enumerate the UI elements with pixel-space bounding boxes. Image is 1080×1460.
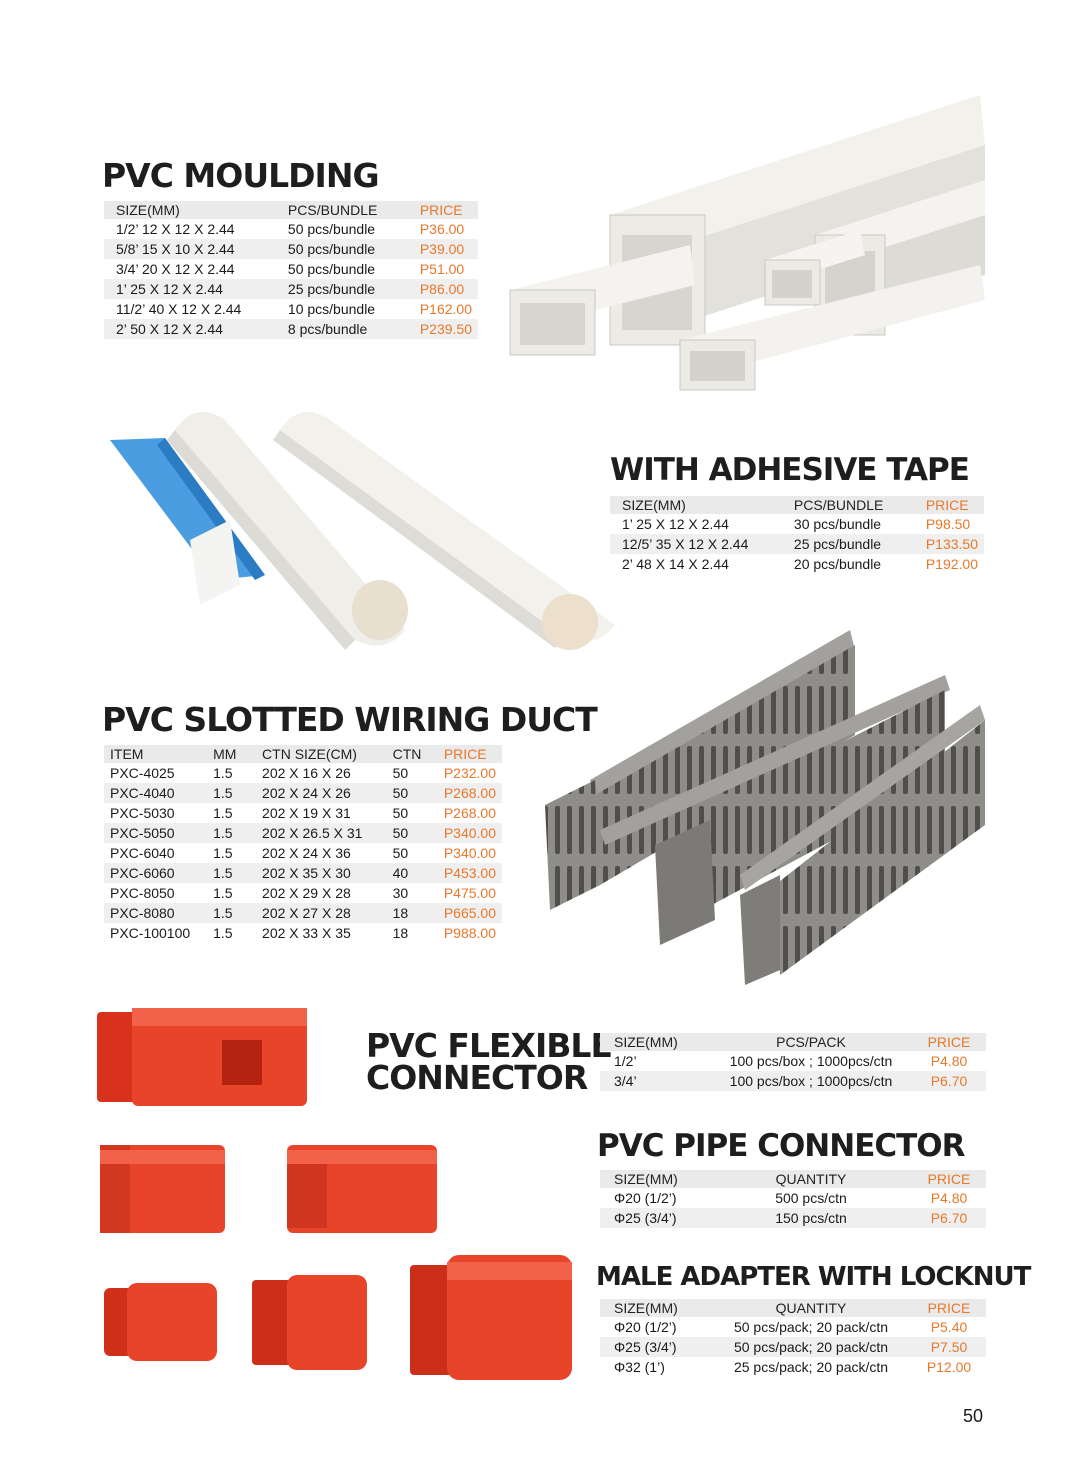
size-cell: 12/5’ 35 X 12 X 2.44 [610,534,788,554]
price-cell: P340.00 [443,845,496,861]
price-cell: P162.00 [419,301,472,317]
table-row [104,783,502,803]
item-cell: PXC-100100 [110,925,191,941]
table-row [104,843,502,863]
qty-cell: 150 pcs/ctn [710,1208,912,1228]
mm-cell: 1.5 [213,925,233,941]
price-cell: P340.00 [438,823,502,843]
table-row [600,1317,986,1337]
pcs-cell: 50 pcs/bundle [287,221,376,237]
adapter-header-size: SIZE(MM) [614,1300,678,1316]
price-cell: P453.00 [438,863,502,883]
ctn-cell: 50 [392,765,409,781]
ctn-cell: 50 [392,805,409,821]
adhesive-header-price: PRICE [925,497,969,513]
price-cell: P192.00 [925,556,978,572]
duct-header-item: ITEM [110,746,144,762]
size-cell: 11/2’ 40 X 12 X 2.44 [116,301,242,317]
item-cell: PXC-4025 [110,765,175,781]
adapter-table [600,1299,986,1377]
pvc-moulding-image [500,85,1000,395]
table-row [610,514,984,534]
ctn-size-cell: 202 X 26.5 X 31 [256,823,387,843]
adapter-header-qty: QUANTITY [775,1300,847,1316]
duct-table [104,745,502,943]
price-cell: P86.00 [414,279,478,299]
size-cell: Φ25 (3/4’) [600,1208,710,1228]
flexible-header-pcs: PCS/PACK [776,1034,846,1050]
price-cell: P5.40 [930,1319,968,1335]
adhesive-header-size: SIZE(MM) [622,497,686,513]
size-cell: Φ20 (1/2’) [614,1319,677,1335]
price-cell: P475.00 [443,885,496,901]
price-cell: P665.00 [438,903,502,923]
price-cell: P133.50 [920,534,984,554]
pcs-cell: 100 pcs/box ; 1000pcs/ctn [729,1053,893,1069]
item-cell: PXC-8080 [104,903,207,923]
moulding-header-pcs: PCS/BUNDLE [287,202,378,218]
table-row [600,1357,986,1377]
qty-cell: 500 pcs/ctn [775,1190,847,1206]
table-row [600,1188,986,1208]
ctn-size-cell: 202 X 29 X 28 [262,885,351,901]
table-row [600,1051,986,1071]
price-cell: P4.80 [930,1190,968,1206]
price-cell: P988.00 [443,925,496,941]
ctn-cell: 18 [387,903,438,923]
pcs-cell: 50 pcs/bundle [287,261,376,277]
item-cell: PXC-5030 [110,805,175,821]
size-cell: Φ25 (3/4’) [600,1337,710,1357]
price-cell: P6.70 [912,1071,986,1091]
pcs-cell: 8 pcs/bundle [282,319,414,339]
pcs-cell: 30 pcs/bundle [793,516,882,532]
price-cell: P6.70 [912,1208,986,1228]
table-row [600,1208,986,1228]
table-row [104,863,502,883]
mm-cell: 1.5 [213,765,233,781]
table-row [104,923,502,943]
adhesive-table [610,496,984,574]
table-row [104,803,502,823]
price-cell: P36.00 [419,221,465,237]
table-row [104,239,478,259]
duct-header-price: PRICE [443,746,487,762]
duct-title: PVC SLOTTED WIRING DUCT [102,700,597,739]
price-cell: P268.00 [438,783,502,803]
pcs-cell: 100 pcs/box ; 1000pcs/ctn [710,1071,912,1091]
ctn-size-cell: 202 X 24 X 36 [262,845,351,861]
table-row [104,219,478,239]
ctn-cell: 50 [392,845,409,861]
slotted-duct-image [540,620,990,990]
table-row [610,554,984,574]
size-cell: 3/4’ 20 X 12 X 2.44 [116,261,235,277]
table-row [610,534,984,554]
price-cell: P268.00 [443,805,496,821]
price-cell: P39.00 [414,239,478,259]
ctn-cell: 40 [387,863,438,883]
ctn-cell: 18 [392,925,409,941]
mm-cell: 1.5 [207,783,256,803]
price-cell: P12.00 [926,1359,972,1375]
mm-cell: 1.5 [213,885,233,901]
table-row [104,299,478,319]
mm-cell: 1.5 [213,845,233,861]
price-cell: P232.00 [443,765,496,781]
size-cell: 2’ 48 X 14 X 2.44 [622,556,729,572]
duct-header-mm: MM [213,746,237,762]
price-cell: P239.50 [414,319,478,339]
pcs-cell: 20 pcs/bundle [793,556,882,572]
mm-cell: 1.5 [207,863,256,883]
table-row [600,1071,986,1091]
table-row [104,763,502,783]
table-row [104,279,478,299]
item-cell: PXC-6040 [110,845,175,861]
item-cell: PXC-5050 [104,823,207,843]
ctn-cell: 50 [387,783,438,803]
qty-cell: 50 pcs/pack; 20 pack/ctn [733,1319,889,1335]
moulding-title: PVC MOULDING [102,156,379,195]
ctn-size-cell: 202 X 24 X 26 [256,783,387,803]
pcs-cell: 25 pcs/bundle [282,279,414,299]
table-row [600,1337,986,1357]
size-cell: 1’ 25 X 12 X 2.44 [104,279,282,299]
flexible-title-line2: CONNECTOR [366,1058,588,1097]
ctn-size-cell: 202 X 16 X 26 [262,765,351,781]
adhesive-title: WITH ADHESIVE TAPE [610,452,969,488]
item-cell: PXC-6060 [104,863,207,883]
duct-header-ctn: CTN [392,746,422,762]
size-cell: Φ20 (1/2’) [614,1190,677,1206]
page-number: 50 [963,1406,984,1426]
mm-cell: 1.5 [207,823,256,843]
pipe-header-size: SIZE(MM) [614,1171,678,1187]
moulding-header-size: SIZE(MM) [116,202,180,218]
ctn-size-cell: 202 X 35 X 30 [256,863,387,883]
ctn-size-cell: 202 X 33 X 35 [262,925,351,941]
ctn-cell: 30 [392,885,409,901]
pipe-table [600,1170,986,1228]
item-cell: PXC-8050 [110,885,175,901]
flexible-header-price: PRICE [927,1034,971,1050]
size-cell: Φ32 (1’) [614,1359,665,1375]
pcs-cell: 25 pcs/bundle [788,534,920,554]
moulding-table [104,201,478,339]
mm-cell: 1.5 [207,903,256,923]
size-cell: 1’ 25 X 12 X 2.44 [622,516,729,532]
ctn-size-cell: 202 X 19 X 31 [262,805,351,821]
qty-cell: 25 pcs/pack; 20 pack/ctn [733,1359,889,1375]
table-row [104,883,502,903]
size-cell: 1/2’ [614,1053,637,1069]
size-cell: 5/8’ 15 X 10 X 2.44 [104,239,282,259]
ctn-cell: 50 [387,823,438,843]
adhesive-header-pcs: PCS/BUNDLE [793,497,884,513]
price-cell: P51.00 [419,261,465,277]
pcs-cell: 50 pcs/bundle [282,239,414,259]
flexible-table [600,1033,986,1091]
price-cell: P98.50 [925,516,971,532]
qty-cell: 50 pcs/pack; 20 pack/ctn [710,1337,912,1357]
mm-cell: 1.5 [213,805,233,821]
table-row [104,259,478,279]
size-cell: 3/4’ [600,1071,710,1091]
size-cell: 1/2’ 12 X 12 X 2.44 [116,221,235,237]
price-cell: P7.50 [912,1337,986,1357]
ctn-size-cell: 202 X 27 X 28 [256,903,387,923]
table-row [104,319,478,339]
table-row [104,903,502,923]
table-row [104,823,502,843]
item-cell: PXC-4040 [104,783,207,803]
pipe-header-qty: QUANTITY [775,1171,847,1187]
pipe-title: PVC PIPE CONNECTOR [597,1128,965,1164]
flexible-header-size: SIZE(MM) [614,1034,678,1050]
size-cell: 2’ 50 X 12 X 2.44 [104,319,282,339]
duct-header-ctn-size: CTN SIZE(CM) [262,746,357,762]
adapter-header-price: PRICE [927,1300,971,1316]
pipe-header-price: PRICE [927,1171,971,1187]
adapter-title: MALE ADAPTER WITH LOCKNUT [596,1262,1031,1292]
pcs-cell: 10 pcs/bundle [287,301,376,317]
flexible-title-line1: PVC FLEXIBLE [366,1026,612,1065]
price-cell: P4.80 [930,1053,968,1069]
moulding-header-price: PRICE [419,202,463,218]
